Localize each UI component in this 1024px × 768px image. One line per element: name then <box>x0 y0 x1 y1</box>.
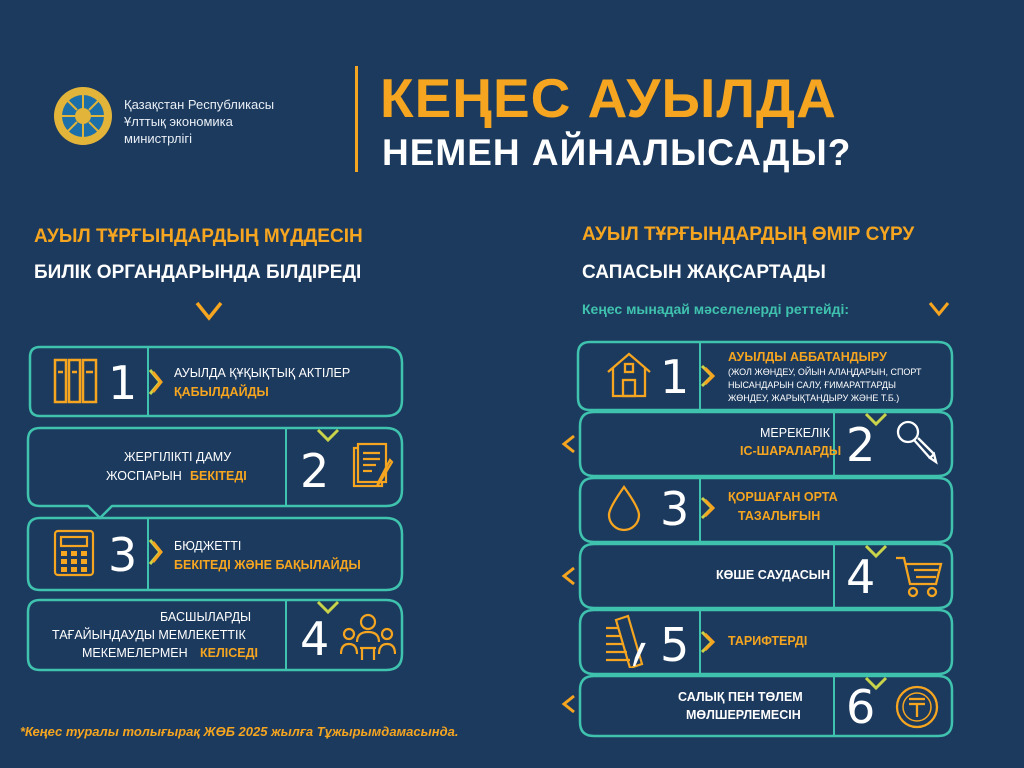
right-item-6-number: 6 <box>846 680 876 734</box>
list-pen-icon <box>602 614 652 673</box>
right-subnote: Кеңес мынадай мәселелерді реттейді: <box>582 301 850 317</box>
left-item-1-text: АУЫЛДА ҚҰҚЫҚТЫҚ АКТІЛЕР <box>174 366 351 380</box>
right-heading-white: САПАСЫН ЖАҚСАРТАДЫ <box>582 262 826 283</box>
org-name-line-1: Қазақстан Республикасы <box>124 97 275 112</box>
document-pen-icon <box>350 442 398 497</box>
folders-icon <box>52 356 102 411</box>
title-divider <box>355 66 358 172</box>
left-item-3-number: 3 <box>108 528 138 582</box>
page-title-line-1: КЕҢЕС АУЫЛДА <box>380 67 837 129</box>
right-item-1-highlight: АУЫЛДЫ АББАТАНДЫРУ <box>728 350 887 364</box>
left-item-1-highlight: ҚАБЫЛДАЙДЫ <box>174 385 269 399</box>
right-item-1-detail-2: НЫСАНДАРЫН САЛУ, ҒИМАРАТТАРДЫ <box>728 380 896 390</box>
left-heading-white: БИЛІК ОРГАНДАРЫНДА БІЛДІРЕДІ <box>34 262 362 283</box>
left-item-3-highlight: БЕКІТЕДІ ЖӘНЕ БАҚЫЛАЙДЫ <box>174 558 361 572</box>
org-name-line-3: министрлігі <box>124 131 192 146</box>
calculator-icon <box>52 528 96 583</box>
right-item-1-detail-3: ЖӨНДЕУ, ЖАРЫҚТАНДЫРУ ЖӘНЕ Т.Б.) <box>728 393 900 403</box>
left-item-4-text-3: МЕКЕМЕЛЕРМЕН <box>82 646 188 660</box>
right-item-3-highlight-1: ҚОРШАҒАН ОРТА <box>728 490 838 504</box>
right-item-1-number: 1 <box>660 350 690 404</box>
house-icon <box>604 350 654 405</box>
left-item-3-text: БЮДЖЕТТІ <box>174 539 242 553</box>
right-heading-orange: АУЫЛ ТҰРҒЫНДАРДЫҢ ӨМІР СҮРУ <box>582 224 915 245</box>
right-item-4-number: 4 <box>846 550 876 604</box>
right-item-5-number: 5 <box>660 618 690 672</box>
right-item-3-number: 3 <box>660 482 690 536</box>
microphone-icon <box>894 418 938 473</box>
left-item-2-highlight: БЕКІТЕДІ <box>190 469 247 483</box>
kazakhstan-emblem-icon <box>52 85 114 147</box>
page-title-line-2: НЕМЕН АЙНАЛЫСАДЫ? <box>382 132 852 173</box>
left-item-4-highlight: КЕЛІСЕДІ <box>200 646 258 660</box>
org-name-line-2: Ұлттық экономика <box>124 114 233 129</box>
left-item-2-text-2: ЖОСПАРЫН <box>106 469 182 483</box>
right-item-2-text: МЕРЕКЕЛІК <box>760 426 831 440</box>
right-item-2-number: 2 <box>846 418 876 472</box>
drop-icon <box>604 484 644 537</box>
left-item-2-text-1: ЖЕРГІЛІКТІ ДАМУ <box>124 450 232 464</box>
left-item-2-number: 2 <box>300 444 330 498</box>
right-item-6-text-2: МӨЛШЕРЛЕМЕСІН <box>686 708 801 722</box>
right-item-5-highlight: ТАРИФТЕРДІ <box>728 634 808 648</box>
footnote: *Кеңес туралы толығырақ ЖӨБ 2025 жылға Тұжырымдамасында. <box>20 724 459 739</box>
right-item-1-detail-1: (ЖОЛ ЖӨНДЕУ, ОЙЫН АЛАҢДАРЫН, СПОРТ <box>728 367 922 377</box>
tenge-coin-icon <box>894 684 940 735</box>
left-item-4-text-1: БАСШЫЛАРДЫ <box>160 610 252 624</box>
right-chevron-down-icon <box>930 303 948 314</box>
left-item-4-number: 4 <box>300 612 330 666</box>
left-item-1-number: 1 <box>108 356 138 410</box>
right-item-3-highlight-2: ТАЗАЛЫҒЫН <box>738 509 821 523</box>
left-chevron-down-icon <box>197 303 221 318</box>
left-item-4-text-2: ТАҒАЙЫНДАУДЫ МЕМЛЕКЕТТІК <box>52 628 246 642</box>
right-item-6-text-1: САЛЫҚ ПЕН ТӨЛЕМ <box>678 690 803 704</box>
left-heading-orange: АУЫЛ ТҰРҒЫНДАРДЫҢ МҮДДЕСІН <box>34 226 363 247</box>
people-icon <box>340 610 396 667</box>
right-item-4-text: КӨШЕ САУДАСЫН <box>716 568 831 582</box>
right-item-2-highlight: ІС-ШАРАЛАРДЫ <box>740 444 842 458</box>
cart-icon <box>894 552 944 605</box>
